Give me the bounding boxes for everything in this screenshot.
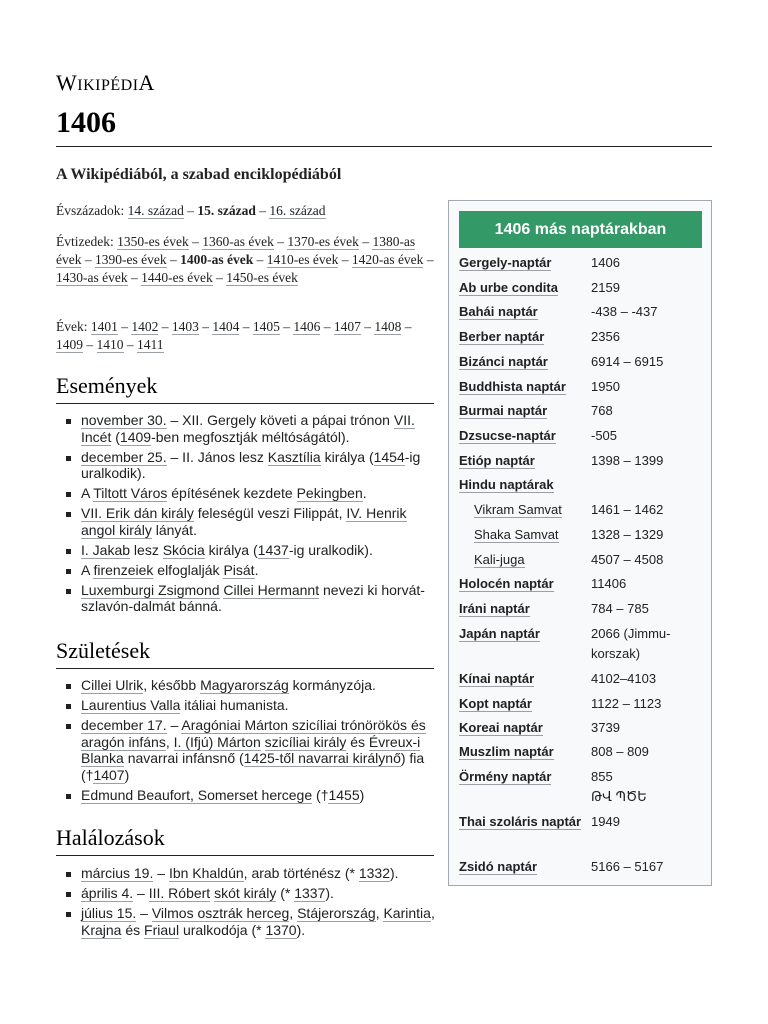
infobox-label[interactable]: Zsidó naptár (459, 859, 538, 874)
infobox-label[interactable]: Shaka Samvat (474, 527, 559, 542)
infobox-label[interactable]: Örmény naptár (459, 769, 552, 784)
list-text: feleségül veszi Filippát, (193, 505, 347, 521)
nav-separator: – (188, 234, 203, 249)
nav-label: Évek: (56, 319, 91, 334)
list-text: ) fia († (81, 750, 425, 783)
article-link[interactable]: Vilmos osztrák herceg (151, 905, 290, 921)
infobox-value: 1328 – 1329 (591, 527, 664, 542)
article-link[interactable]: Ibn Khaldún (168, 865, 244, 881)
deaths-heading: Halálozások (56, 825, 434, 856)
list-item (64, 717, 436, 783)
list-text: (* (276, 885, 295, 901)
infobox-label[interactable]: Kali-juga (474, 552, 525, 567)
infobox-value: 4507 – 4508 (591, 552, 664, 567)
nav-separator: – (423, 252, 434, 267)
article-link[interactable]: Pekingben (296, 485, 363, 501)
nav-separator: – (239, 319, 253, 334)
nav-separator: – (212, 270, 227, 285)
list-text: ). (296, 921, 306, 938)
list-item (64, 885, 436, 902)
year-link[interactable]: 1409 (56, 337, 83, 352)
infobox-label[interactable]: Ab urbe condita (459, 280, 558, 295)
decade-link[interactable]: 1350-es évek (117, 234, 189, 249)
article-link[interactable]: I. (Ifjú) Márton (173, 733, 261, 750)
births-list (64, 677, 436, 807)
infobox-label[interactable]: Holocén naptár (459, 576, 554, 591)
nav-separator: – (117, 319, 132, 334)
year-link[interactable]: 1405 (252, 319, 280, 334)
births-heading: Születések (56, 638, 434, 669)
article-link[interactable]: 1407 (93, 766, 125, 783)
nav-separator: – (127, 270, 142, 285)
deaths-list (64, 865, 436, 942)
article-link[interactable]: Aragóniai Márton szicíliai trónörökös és aragón infáns (81, 717, 426, 750)
tagline: A Wikipédiából, a szabad enciklopédiából (56, 166, 342, 183)
decade-link[interactable]: 1410-es évek (266, 252, 339, 267)
list-text: -ig uralkodik). (288, 541, 373, 558)
nav-separator: – (338, 252, 352, 267)
decade-nav (56, 233, 438, 287)
list-text: , (289, 905, 298, 921)
year-link[interactable]: 1408 (374, 319, 402, 334)
list-text: A (81, 561, 94, 578)
infobox-value: -438 – -437 (591, 304, 658, 319)
infobox-value: -505 (591, 428, 618, 443)
list-item (64, 582, 436, 615)
infobox-value: 4102–4103 (591, 671, 657, 686)
decade-link[interactable]: 1430-as évek (56, 270, 128, 285)
list-item (64, 677, 436, 694)
page-title: 1406 (56, 106, 712, 147)
list-text: -ig uralkodik). (81, 448, 421, 481)
list-text: ). (325, 885, 334, 901)
infobox-label[interactable]: Koreai naptár (459, 720, 543, 735)
article-link[interactable]: Krajna (81, 921, 122, 938)
list-item (64, 505, 436, 538)
article-link[interactable]: Friaul (144, 921, 180, 938)
article-link[interactable]: Cillei Ulrik (81, 677, 144, 693)
article-link[interactable]: Cillei Hermannt (223, 581, 320, 598)
decade-link[interactable]: 1380-as évek (56, 234, 416, 267)
list-item (64, 697, 436, 714)
article-link[interactable]: Laurentius Valla (81, 697, 181, 713)
list-text: királya ( (320, 448, 374, 465)
wikipedia-logo[interactable]: WIKIPÉDIA (56, 70, 155, 95)
infobox-label[interactable]: Buddhista naptár (459, 379, 566, 394)
century-link: 15. század (197, 203, 256, 218)
infobox-value: 1406 (591, 255, 620, 270)
list-text: – II. János lesz (166, 448, 268, 465)
list-text: – (153, 865, 169, 881)
infobox-label[interactable]: Muszlim naptár (459, 744, 554, 759)
year-link[interactable]: 1401 (90, 319, 118, 334)
events-list (64, 412, 436, 618)
nav-separator: – (123, 337, 137, 352)
article-link[interactable]: Edmund Beaufort, Somerset hercege (81, 786, 313, 803)
year-link[interactable]: 1406 (293, 319, 321, 334)
nav-separator: – (253, 252, 267, 267)
article-link[interactable]: 1437 (257, 541, 289, 558)
nav-separator: – (401, 319, 412, 334)
article-link[interactable]: július 15. (81, 905, 137, 921)
infobox-label[interactable]: Kopt naptár (459, 696, 532, 711)
list-text: ) (124, 766, 130, 783)
decade-link[interactable]: 1450-es évek (226, 270, 298, 285)
list-item (64, 865, 436, 882)
list-text: építésének kezdete (167, 485, 297, 501)
article-link[interactable]: Évreux-i Blanka (81, 733, 421, 766)
list-text: navarrai infánsnő ( (123, 750, 244, 766)
article-link[interactable]: Karintia (383, 905, 431, 921)
century-nav (56, 202, 438, 220)
list-item (64, 449, 436, 482)
list-text: ). (390, 865, 399, 881)
infobox-value: 855 ԹՎ ՊԾԵ (591, 769, 647, 804)
infobox-value: 2159 (591, 280, 620, 295)
infobox-value: 1949 (591, 814, 620, 829)
article-link[interactable]: 1332 (358, 865, 390, 881)
nav-separator: – (279, 319, 294, 334)
list-text: – (166, 717, 182, 733)
year-link[interactable]: 1403 (171, 319, 199, 334)
year-nav (56, 318, 438, 354)
list-item (64, 562, 436, 579)
list-item (64, 412, 436, 445)
article-link[interactable]: I. Jakab (81, 541, 131, 558)
decade-link[interactable]: 1370-es évek (287, 234, 359, 249)
decade-link[interactable]: 1420-as évek (351, 252, 424, 267)
nav-separator: – (198, 319, 213, 334)
infobox-label[interactable]: Dzsucse-naptár (459, 428, 556, 443)
infobox-value: 2066 (Jimmu-korszak) (591, 626, 671, 661)
infobox-label[interactable]: Thai szoláris naptár (459, 814, 582, 829)
nav-separator: – (166, 252, 181, 267)
article-link[interactable]: VII. Erik dán király (81, 505, 194, 521)
list-text: , (430, 905, 435, 921)
nav-separator: – (358, 234, 373, 249)
article-link[interactable]: skót király (214, 885, 277, 901)
list-text: lesz (130, 541, 163, 558)
article-link[interactable]: április 4. (81, 885, 134, 901)
article-link[interactable]: Tiltott Város (93, 485, 168, 501)
century-link[interactable]: 14. század (127, 203, 184, 218)
infobox-value: 808 – 809 (591, 744, 649, 759)
infobox-label[interactable]: Iráni naptár (459, 601, 530, 616)
list-text: , arab történész (* (243, 865, 359, 881)
infobox-label[interactable]: Gergely-naptár (459, 255, 552, 270)
list-text: . (362, 485, 367, 501)
article-link[interactable]: 1337 (294, 885, 326, 901)
article-link[interactable]: Stájerország (297, 905, 376, 921)
list-item (64, 542, 436, 559)
infobox-title: 1406 más naptárakban (459, 211, 702, 248)
list-text: ( (111, 428, 120, 445)
decade-link: 1400-as évek (180, 252, 254, 267)
decade-link[interactable]: 1360-as évek (202, 234, 274, 249)
list-text: lányát. (151, 521, 197, 538)
list-text: , később (143, 677, 201, 693)
infobox-value: 3739 (591, 720, 620, 735)
article-link[interactable]: Kasztília (267, 448, 321, 465)
nav-separator: – (81, 252, 95, 267)
list-text: – XII. Gergely követi a pápai trónon (166, 412, 394, 428)
article-link[interactable]: VII. Incét (81, 412, 415, 445)
article-link[interactable]: Skócia (162, 541, 205, 558)
year-link[interactable]: 1410 (96, 337, 124, 352)
article-link[interactable]: Pisát (223, 561, 255, 578)
article-link[interactable]: december 17. (81, 717, 167, 733)
nav-separator: – (183, 203, 198, 218)
infobox-value: 1950 (591, 379, 620, 394)
decade-link[interactable]: 1390-es évek (94, 252, 167, 267)
article-link[interactable]: november 30. (81, 412, 167, 428)
list-item (64, 787, 436, 804)
article-link[interactable]: IV. Henrik angol király (81, 505, 407, 538)
calendar-infobox (448, 200, 712, 886)
nav-separator: – (273, 234, 288, 249)
infobox-value: 1461 – 1462 (591, 502, 664, 517)
nav-separator: – (158, 319, 172, 334)
nav-separator: – (255, 203, 270, 218)
nav-separator: – (320, 319, 334, 334)
list-text: – (136, 905, 152, 921)
infobox-label[interactable]: Burmai naptár (459, 403, 548, 418)
list-text: . (254, 561, 259, 578)
article-link[interactable]: 1409 (119, 428, 152, 445)
list-item (64, 905, 436, 938)
nav-separator: – (83, 337, 97, 352)
infobox-label[interactable]: Etióp naptár (459, 453, 535, 468)
list-text: királya ( (204, 541, 258, 558)
infobox-label[interactable]: Hindu naptárak (459, 477, 554, 492)
decade-link[interactable]: 1440-es évek (141, 270, 213, 285)
infobox-label[interactable]: Bahái naptár (459, 304, 538, 319)
article-link[interactable]: Magyarország (200, 677, 289, 693)
article-link[interactable]: március 19. (81, 865, 154, 881)
infobox-label[interactable]: Kínai naptár (459, 671, 535, 686)
list-text: itáliai humanista. (180, 697, 289, 713)
year-link[interactable]: 1407 (333, 319, 361, 334)
list-text: -ben megfosztják méltóságától). (151, 428, 350, 445)
article-link[interactable]: firenzeiek (93, 561, 154, 578)
list-text: († (312, 786, 329, 803)
list-text: és (121, 921, 145, 938)
infobox-label[interactable]: Vikram Samvat (474, 502, 562, 517)
year-link[interactable]: 1411 (137, 337, 164, 352)
list-text: A (81, 485, 94, 501)
events-heading: Események (56, 373, 434, 404)
infobox-value: 6914 – 6915 (591, 354, 664, 369)
infobox-value: 2356 (591, 329, 620, 344)
century-link[interactable]: 16. század (269, 203, 326, 218)
list-text: uralkodója (* (179, 921, 266, 938)
list-text: kormányzója. (288, 677, 376, 693)
list-text: ) (359, 786, 365, 803)
list-text: nevezi ki horvát-szlavón-dalmát bánná. (81, 581, 425, 614)
article-link[interactable]: december 25. (81, 448, 167, 465)
year-link[interactable]: 1404 (212, 319, 240, 334)
infobox-value: 768 (591, 403, 613, 418)
nav-separator: – (360, 319, 375, 334)
infobox-value: 1398 – 1399 (591, 453, 664, 468)
infobox-label[interactable]: Japán naptár (459, 626, 540, 641)
infobox-value: 1122 – 1123 (591, 696, 662, 711)
list-item (64, 485, 436, 502)
article-link[interactable]: 1425-től navarrai királynő (243, 750, 401, 766)
infobox-value: 784 – 785 (591, 601, 649, 616)
list-text: , (375, 905, 384, 921)
article-link[interactable]: III. Róbert (148, 885, 211, 901)
infobox-value: 11406 (591, 576, 627, 591)
list-text: – (133, 885, 149, 901)
article-link[interactable]: 1455 (328, 786, 360, 803)
list-text: , (165, 733, 174, 750)
article-link[interactable]: 1454 (373, 448, 405, 465)
infobox-label[interactable]: Bizánci naptár (459, 354, 548, 369)
year-link[interactable]: 1402 (131, 319, 159, 334)
article-link[interactable]: Luxemburgi Zsigmond (81, 581, 220, 598)
list-text: elfoglalják (153, 561, 224, 578)
nav-label: Évszázadok: (56, 203, 128, 218)
infobox-label[interactable]: Berber naptár (459, 329, 545, 344)
list-text: és (346, 733, 369, 750)
nav-label: Évtizedek: (56, 234, 118, 249)
article-link[interactable]: szicíliai király (264, 733, 347, 750)
article-link[interactable]: 1370 (265, 921, 297, 938)
infobox-value: 5166 – 5167 (591, 859, 664, 874)
